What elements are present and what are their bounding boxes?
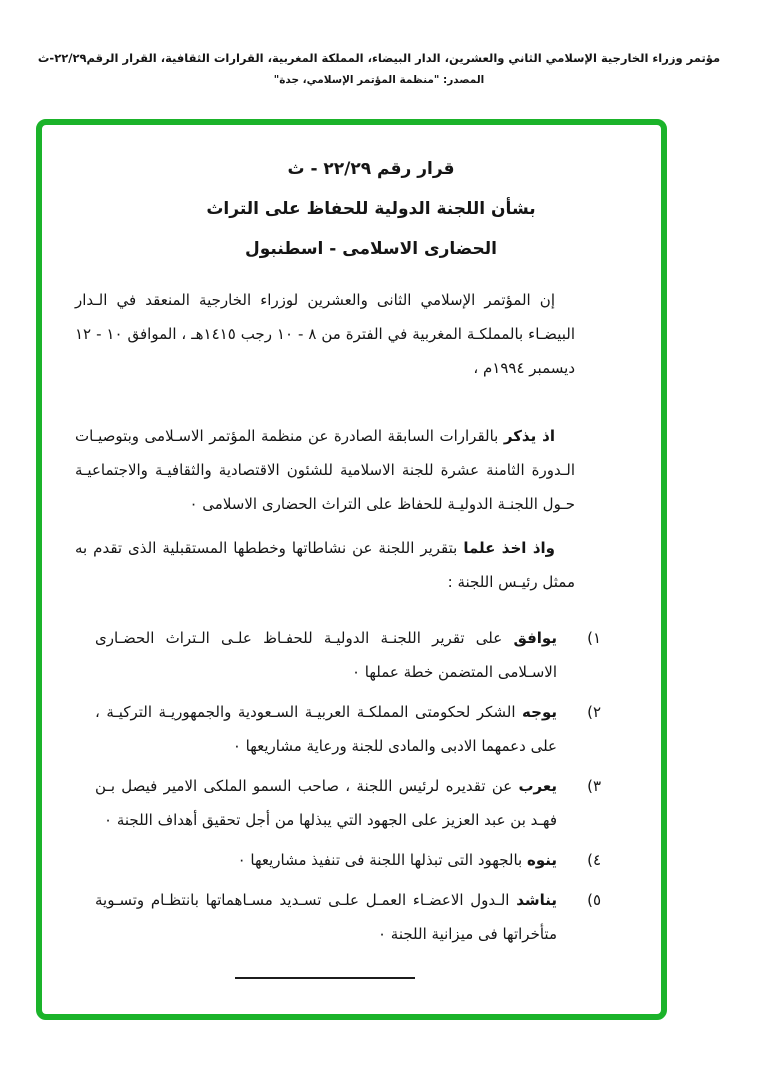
paragraph-text: بالقرارات السابقة الصادرة عن منظمة المؤتمر الاسـلامى وبتوصيـات الـدورة الثامنة عشرة للجنة الاسلامية للشئون الاقتصادية والثقافيـة والاجتماعيـة حـول اللجنـة الدوليـة للحفاظ على التراث الحضارى الاسلامى ٠ — [75, 427, 575, 513]
item-lead: يوافق — [513, 629, 557, 647]
document-source-header — [18, 50, 740, 88]
paragraph-lead: اذ يذكر — [503, 427, 555, 445]
resolution-location-title: الحضارى الاسلامى - اسطنبول — [244, 239, 497, 259]
footer-divider-rule — [235, 977, 415, 979]
item-number: ٥) — [587, 891, 601, 909]
resolution-body — [42, 125, 661, 979]
resolution-title-block — [121, 149, 621, 269]
item-text — [95, 769, 557, 837]
item-number: ٤) — [587, 851, 601, 869]
paragraph-lead: واذ اخذ علما — [463, 539, 555, 557]
green-border-frame — [36, 119, 667, 1020]
preamble-paragraph — [75, 283, 575, 385]
item-lead: يناشد — [516, 891, 557, 909]
item-lead: ينوه — [526, 851, 557, 869]
item-body: الشكر لحكومتى المملكـة العربيـة السـعودية والجمهوريـة التركيـة ، على دعمهما الادبى والمادى للجنة ورعاية مشاريعها ٠ — [95, 703, 557, 755]
list-item — [75, 695, 601, 763]
item-body: الـدول الاعضـاء العمـل علـى تسـديد مسـاهماتها بانتظـام وتسـوية متأخراتها فى ميزانية اللجنة ٠ — [95, 891, 557, 943]
item-number: ٢) — [587, 703, 601, 721]
list-item — [75, 843, 601, 877]
item-text — [95, 621, 557, 689]
item-body: عن تقديره لرئيس اللجنة ، صاحب السمو الملكى الامير فيصل بـن فهـد بن عبد العزيز على الجهود التي يبذلها من أجل تحقيق أهداف اللجنة ٠ — [95, 777, 557, 829]
item-body: بالجهود التى تبذلها اللجنة فى تنفيذ مشاريعها ٠ — [237, 851, 523, 869]
item-text — [95, 695, 557, 763]
source-citation-line: مؤتمر وزراء الخارجية الإسلامي الثاني والعشرين، الدار البيضاء، المملكة المغربية، القرارات الثقافية، القرار الرقم٢٢/٢٩-ث — [37, 51, 721, 65]
item-number: ٣) — [587, 777, 601, 795]
item-text — [95, 843, 557, 877]
taking-note-paragraph — [75, 531, 575, 599]
list-item — [75, 883, 601, 951]
item-lead: يوجه — [522, 703, 557, 721]
source-publisher-line: المصدر: "منظمة المؤتمر الإسلامي، جدة" — [273, 74, 485, 86]
list-item — [75, 621, 601, 689]
resolution-clauses-list — [75, 621, 601, 951]
paragraph-text: إن المؤتمر الإسلامي الثانى والعشرين لوزراء الخارجية المنعقد في الـدار البيضـاء بالمملكـة المغربية في الفترة من ٨ - ١٠ رجب ١٤١٥هـ ، الموافق ١٠ - ١٢ ديسمبر ١٩٩٤م ، — [75, 291, 575, 377]
item-text — [95, 883, 557, 951]
resolution-subject-title: بشأن اللجنة الدولية للحفاظ على التراث — [206, 199, 536, 219]
item-body: على تقرير اللجنـة الدوليـة للحفـاظ علـى الـتراث الحضـارى الاسـلامى المتضمن خطة عملها ٠ — [95, 629, 557, 681]
recalling-paragraph — [75, 419, 575, 521]
paragraph-text: بتقرير اللجنة عن نشاطاتها وخططها المستقبلية الذى تقدم به ممثل رئيـس اللجنة : — [75, 539, 575, 591]
item-lead: يعرب — [518, 777, 557, 795]
resolution-number-title: قرار رقم ٢٢/٢٩ - ث — [287, 159, 455, 179]
list-item — [75, 769, 601, 837]
item-number: ١) — [587, 629, 601, 647]
